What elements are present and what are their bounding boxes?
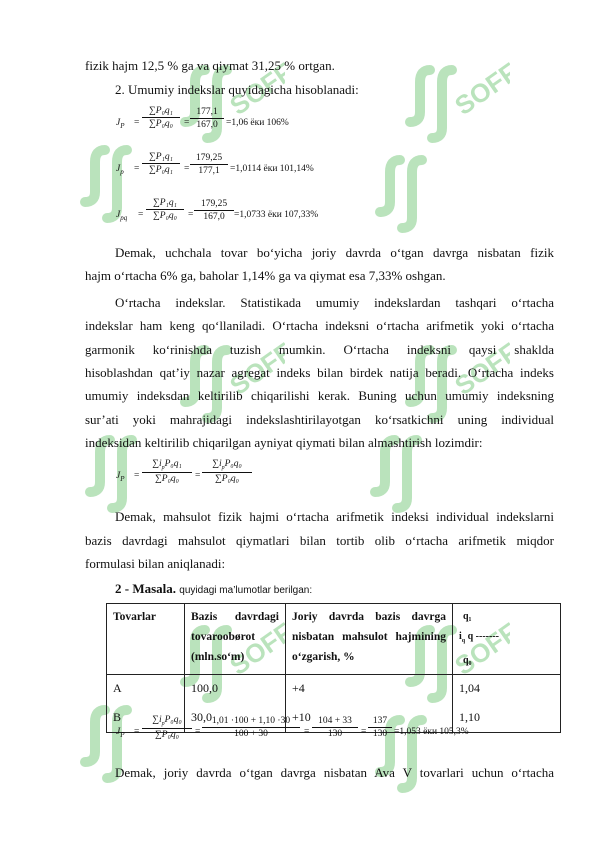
formula-denominator-value: 130 [327,729,343,739]
text-line: formulasi bilan aniqlanadi: [85,556,226,571]
header-text-index [459,627,554,651]
formula-result: =1,0114 ёки 101,14% [230,164,314,174]
formula-result: =1,053 ёки 105,3% [394,727,469,737]
formula-average-index: $J_P$ = $\sum i_pP_0q_1$ ∑P₀q₀ = $\sum i_pP_0q_0$ ∑P₀q₀ [116,457,316,499]
formula-result: =1,0733 ёки 107,33% [234,210,319,220]
formula-numerator-sub: p [221,464,225,471]
formula-numerator-value: 1,01 ·100 + 1,10 ·30 [202,716,300,728]
formula-value-index: $J_{pq}$ = $\frac{\text{∑P₁q₁}}{\text{∑P₀q₀}}$ = $\frac{179,25}{167,0}$ =1,0733 ёки 107,33% [116,198,319,222]
formula-numerator-rest: P₀q₀ [164,715,182,725]
table-cell-name: A [107,675,185,704]
text-line: bazis davrdagi mahsulot qiymatlari bilan tortib olib o‘rtacha arifmetik miqdor [85,533,554,548]
formula-numerator-sub: p [161,464,165,471]
table-cell-name: B [107,703,185,733]
formula-average-arithmetic-index: $J_P$ = $\sum i_pP_0q_0$ ∑P₀q₀ = $\frac{1,01 \cdot 100 + 1,10 \cdot 30}{100 + 30}$ = $\frac{104 + 33}{130}$ = $\frac{137}{130}$ =1,053 ёки 105,3% [116,715,469,740]
header-text: q₀ [463,655,472,666]
formula-denominator: ∑P₀q₀ [149,119,173,129]
header-text: q ------- [465,631,499,642]
formula-lhs-sub: p [120,167,124,176]
problem-heading-title: 2 - Masala. [115,581,177,596]
watermark-logo-4 [370,140,480,250]
formula-denominator-value: 100 + 30 [234,729,268,739]
text-line: garmonik ko‘rinishda tuzish mumkin. O‘rtacha indeksni qaysi shaklda [85,342,554,357]
formula-numerator: ∑i [212,459,222,469]
svg-text:SOFF: SOFF [449,616,510,681]
formula-price-index: $J_p$ = $\frac{\text{∑P₁q₁}}{\text{∑P₀q₁}}$ = $\frac{179,25}{177,1}$ =1,0114 ёки 101,14% [116,152,314,176]
svg-text:SOFF: SOFF [224,56,285,121]
text-line: 2. Umumiy indekslar quyidagicha hisoblanadi: [115,82,359,97]
formula-result: =1,06 ёки 106% [226,118,289,128]
formula-denominator-value: 167,0 [196,120,218,130]
formula-denominator-value: 177,1 [198,166,220,176]
header-text: Bazis davrdagi [191,611,279,623]
table-cell-index: 1,10 [453,703,561,733]
formula-lhs-sub: pq [120,213,128,222]
formula-numerator-value: 179,25 [190,153,228,165]
table-row [107,675,561,704]
table-cell-change: +10 [286,703,453,733]
table-header-row [107,604,561,675]
formula-numerator-value: 137 [368,716,392,728]
problem-heading [115,577,554,602]
formula-lhs: J [116,210,121,220]
formula-denominator-value: 167,0 [203,212,225,222]
header-text: nisbatan mahsulot hajmining [292,631,446,643]
formula-numerator: ∑i [152,459,162,469]
svg-text:SOFF: SOFF [449,336,510,401]
formula-numerator-value: 177,1 [190,107,224,119]
table-header-index [453,604,561,675]
formula-numerator-value: 179,25 [194,199,234,211]
table-cell-index: 1,04 [453,675,561,704]
formula-lhs: J [116,118,121,128]
text-line: Demak, joriy davrda o‘tgan davrga nisbatan Ava V tovarlari uchun o‘rtacha [115,765,554,780]
table-header-base-turnover [185,604,286,675]
header-text: (mln.so‘m) [191,651,245,663]
svg-text:SOFF: SOFF [224,336,285,401]
text-line: sur’ati yoki mahrajidagi indekslashtirilayotgan ko‘rsatkichni uning individual [85,412,554,427]
formula-denominator: ∑P₀q₀ [153,211,177,221]
text-line: hisoblashdan qat’iy nazar agregat indeks bilan birdek natija beradi. O‘rtacha indeks [85,365,554,380]
text-line: umumiy indeksdan keltirilib chiqarilishi kerak. Buning uchun umumiy indeksning [85,388,554,403]
formula-denominator: ∑P₀q₁ [149,165,173,175]
header-text: Tovarlar [113,611,157,623]
formula-lhs-sub: P [120,121,125,130]
formula-physical-volume-index: $J_P$ = $\frac{\text{∑P₀q₁}}{\text{∑P₀q₀}}$ = $\frac{177,1}{167,0}$ =1,06 ёки 106% [116,106,289,130]
svg-text:SOFF: SOFF [224,616,285,681]
table-cell-base: 30,0 [185,703,286,733]
formula-numerator: ∑P₁q₁ [142,152,180,164]
formula-lhs: J [116,164,121,174]
table-header-volume-change [286,604,453,675]
header-text-sub: q [461,638,466,644]
formula-numerator: ∑P₀q₁ [142,106,180,118]
formula-lhs: J [116,471,121,481]
text-line: indeksidan keltirilib chiqarilgan ayniyat qiymati bilan almashtirish lozimdir: [85,435,483,450]
text-line: Demak, mahsulot fizik hajmi o‘rtacha arifmetik indeksi individual indekslarni [115,509,554,524]
header-text: Joriy davrda bazis davrga [292,611,446,623]
formula-denominator: ∑P₀q₀ [155,729,179,740]
text-line: O‘rtacha indekslar. Statistikada umumiy indekslardan tashqari o‘rtacha [115,295,554,310]
text-line: Demak, uchchala tovar bo‘yicha joriy davrda o‘tgan davrga nisbatan fizik [115,245,554,260]
text-line: indekslar ham keng qo‘llaniladi. O‘rtacha indeksni o‘rtacha arifmetik yoki o‘rtacha [85,318,554,333]
formula-numerator: ∑i [152,715,162,725]
formula-numerator: ∑P₁q₁ [146,198,184,210]
header-text: tovaroobørot [191,631,256,643]
formula-numerator-rest: P₀q₀ [224,459,242,469]
formula-denominator-value: 130 [372,729,388,739]
header-text: q₁ [463,611,472,622]
formula-numerator-rest: P₀q₁ [164,459,182,469]
header-text: i [459,631,462,642]
formula-lhs-sub: P [120,730,125,739]
formula-lhs: J [116,727,121,737]
header-text: o‘zgarish, % [292,651,355,663]
svg-text:SOFF: SOFF [449,56,510,121]
text-line: hajm o‘rtacha 6% ga, baholar 1,14% ga va qiymat esa 7,33% oshgan. [85,268,446,283]
table-header-goods [107,604,185,675]
table-cell-base: 100,0 [185,675,286,704]
formula-denominator: ∑P₀q₀ [215,473,239,484]
formula-numerator-sub: p [161,720,165,727]
problem-heading-text: quyidagi ma’lumotlar berilgan: [179,585,313,596]
formula-denominator: ∑P₀q₀ [155,473,179,484]
table-cell-change: +4 [286,675,453,704]
formula-lhs-sub: P [120,474,125,483]
text-line: fizik hajm 12,5 % ga va qiymat 31,25 % ortgan. [85,58,335,73]
formula-numerator-value: 104 + 33 [312,716,358,728]
